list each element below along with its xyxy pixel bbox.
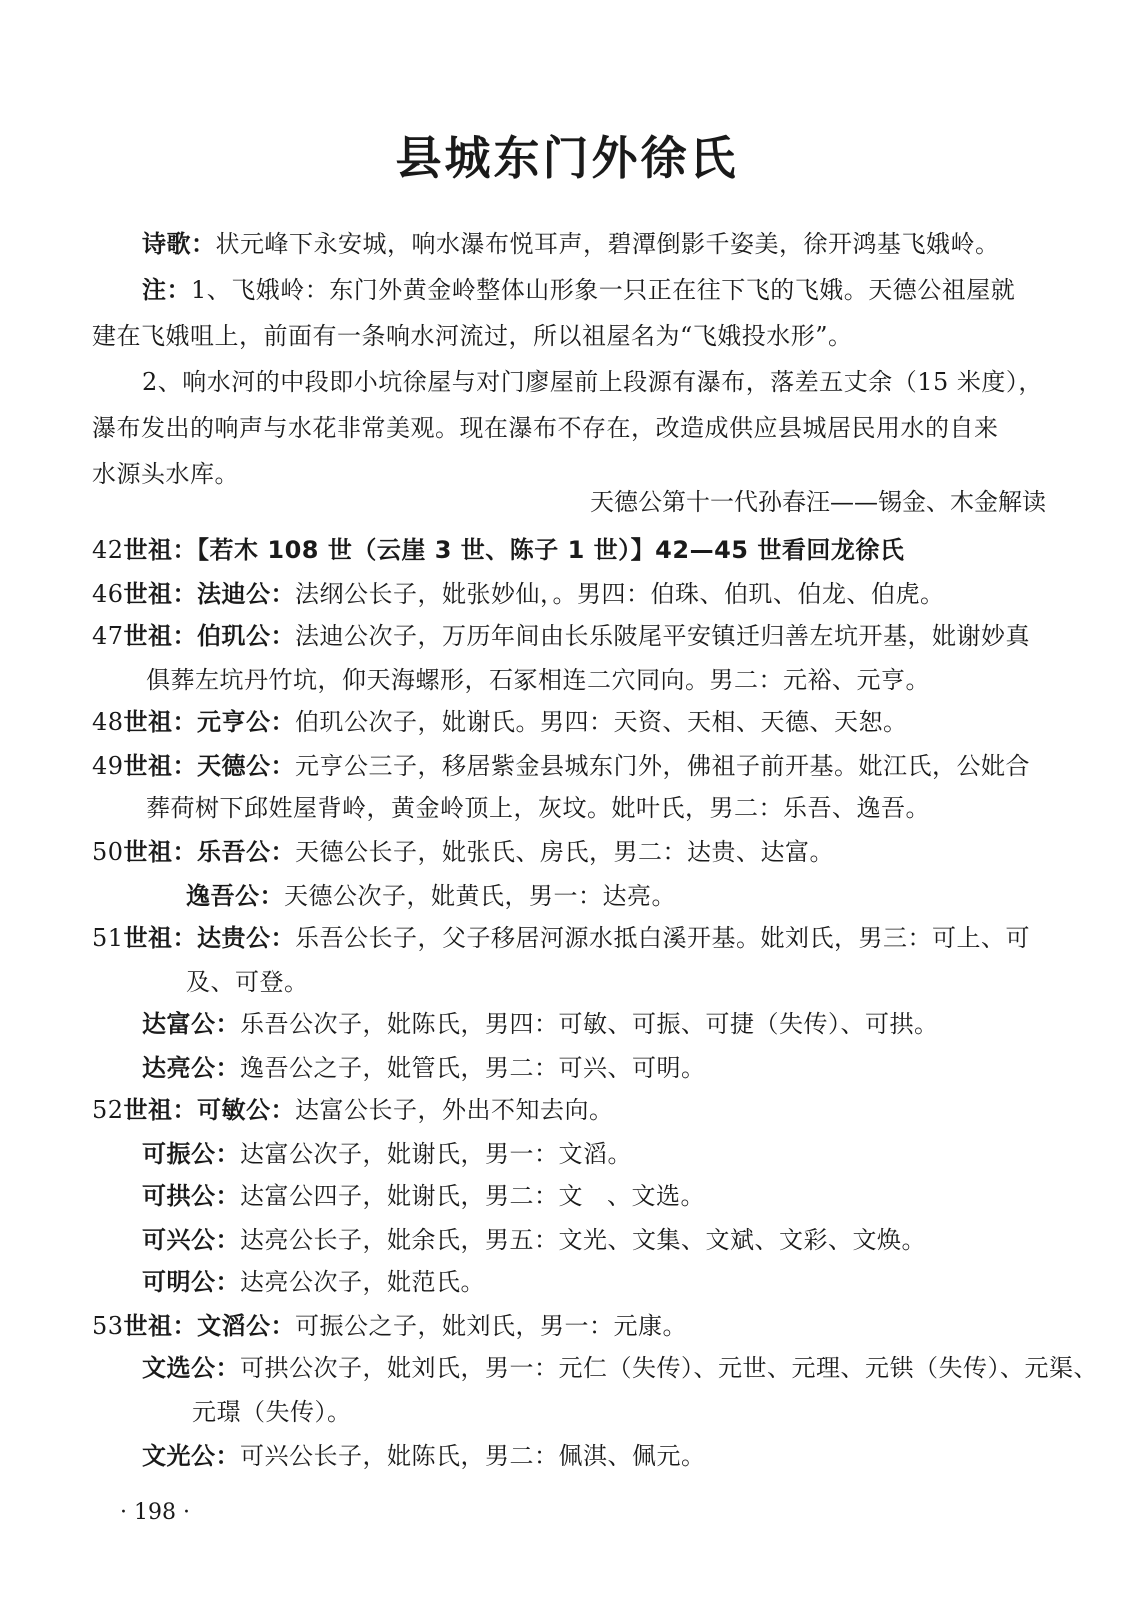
generation-47: 47世祖：伯玑公：法迪公次子，万历年间由长乐陂尾平安镇迁归善左坑开基，妣谢妙真 [92, 622, 1031, 650]
note-2-line-3: 水源头水库。 [92, 460, 239, 488]
generation-50-yiwu: 逸吾公：天德公次子，妣黄氏，男一：达亮。 [186, 882, 676, 910]
generation-51-cont: 及、可登。 [186, 968, 309, 996]
note-2-line-1: 2、响水河的中段即小坑徐屋与对门廖屋前上段源有瀑布，落差五丈余（15 米度）， [142, 368, 1043, 396]
note-1-line-1: 注：1、飞娥岭：东门外黄金岭整体山形象一只正在往下飞的飞娥。天德公祖屋就 [142, 276, 1016, 304]
generation-51-daliang: 达亮公：逸吾公之子，妣管氏，男二：可兴、可明。 [142, 1054, 706, 1082]
note-2-line-2: 瀑布发出的响声与水花非常美观。现在瀑布不存在，改造成供应县城居民用水的自来 [92, 414, 999, 442]
generation-51: 51世祖：达贵公：乐吾公长子，父子移居河源水抵白溪开基。妣刘氏，男三：可上、可 [92, 924, 1031, 952]
generation-42: 42世祖：【若木 108 世（云崖 3 世、陈子 1 世）】42—45 世看回龙徐氏 [92, 536, 905, 564]
generation-46: 46世祖：法迪公：法纲公长子，妣张妙仙，。男四：伯珠、伯玑、伯龙、伯虎。 [92, 580, 945, 608]
generation-53-wenxuan: 文选公：可拱公次子，妣刘氏，男一：元仁（失传）、元世、元理、元𫟹（失传）、元渠、 [142, 1354, 1098, 1382]
generation-51-dafu: 达富公：乐吾公次子，妣陈氏，男四：可敏、可振、可捷（失传）、可拱。 [142, 1010, 939, 1038]
generation-52-keming: 可明公：达亮公次子，妣范氏。 [142, 1268, 485, 1296]
generation-52: 52世祖：可敏公：达富公长子，外出不知去向。 [92, 1096, 614, 1124]
page-title: 县城东门外徐氏 [395, 131, 739, 185]
generation-49-cont: 葬荷树下邱姓屋背岭，黄金岭顶上，灰坟。妣叶氏，男二：乐吾、逸吾。 [146, 794, 930, 822]
generation-53: 53世祖：文滔公：可振公之子，妣刘氏，男一：元康。 [92, 1312, 688, 1340]
generation-48: 48世祖：元亨公：伯玑公次子，妣谢氏。男四：天资、天相、天德、天恕。 [92, 708, 908, 736]
notes-label: 注 [142, 276, 167, 304]
poem-text: 状元峰下永安城，响水瀑布悦耳声，碧潭倒影千姿美，徐开鸿基飞娥岭。 [215, 230, 1000, 258]
generation-50: 50世祖：乐吾公：天德公长子，妣张氏、房氏，男二：达贵、达富。 [92, 838, 835, 866]
generation-52-kegong: 可拱公：达富公四子，妣谢氏，男二：文 、文选。 [142, 1182, 705, 1210]
poem-label: 诗歌 [142, 230, 191, 258]
generation-52-kexing: 可兴公：达亮公长子，妣余氏，男五：文光、文集、文斌、文彩、文焕。 [142, 1226, 926, 1254]
page-number: · 198 · [120, 1500, 190, 1525]
attribution: 天德公第十一代孙春汪——锡金、木金解读 [590, 488, 1046, 516]
note-1-line-2: 建在飞娥咀上，前面有一条响水河流过，所以祖屋名为“飞娥投水形”。 [92, 322, 853, 350]
generation-53-wenxuan-cont: 元璟（失传）。 [192, 1398, 352, 1426]
poem-line: 诗歌：状元峰下永安城，响水瀑布悦耳声，碧潭倒影千姿美，徐开鸿基飞娥岭。 [142, 230, 1000, 258]
generation-49: 49世祖：天德公：元亨公三子，移居紫金县城东门外，佛祖子前开基。妣江氏，公妣合 [92, 752, 1031, 780]
generation-47-cont: 俱葬左坑丹竹坑，仰天海螺形，石冢相连二穴同向。男二：元裕、元亨。 [146, 666, 930, 694]
generation-53-wenguang: 文光公：可兴公长子，妣陈氏，男二：佩淇、佩元。 [142, 1442, 706, 1470]
generation-52-kezhen: 可振公：达富公次子，妣谢氏，男一：文滔。 [142, 1140, 632, 1168]
